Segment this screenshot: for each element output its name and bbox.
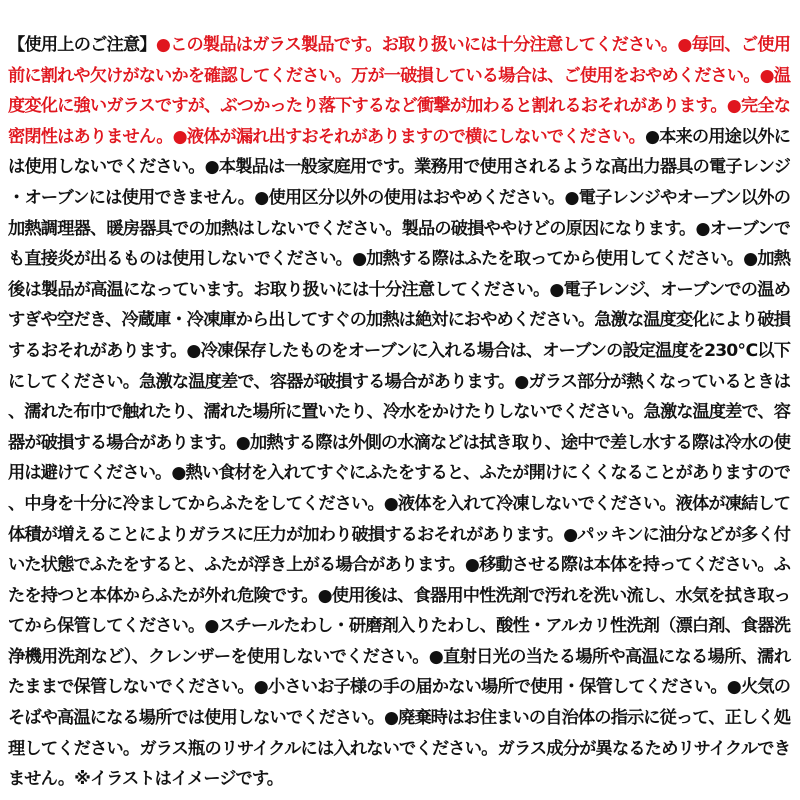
caution-item-18: ●直射日光の当たる場所や高温になる場所、濡れたままで保管しないでください。 (8, 646, 790, 698)
caution-item-11: ●加熱する際は外側の水滴などは拭き取り、途中で差し水する際は冷水の使用は避けてください。 (8, 432, 791, 484)
caution-item-21: ●廃棄時はお住まいの自治体の指示に従って、正しく処理してください。ガラス瓶のリサイクルには入れないでください。ガラス成分が異なるためリサイクルできません。※イラストはイメージです。 (8, 708, 790, 790)
caution-red-5: ●液体が漏れ出すおそれがありますので横にしないでください。 (172, 126, 645, 147)
caution-item-7: ●加熱後は製品が高温になっています。お取り扱いには十分注意してください。 (8, 249, 790, 300)
caution-item-1: ●本来の用途以外には使用しないでください。 (8, 126, 790, 178)
caution-red-4: ●完全な密閉性はありません。 (8, 96, 790, 147)
caution-item-13: ●液体を入れて冷凍しないでください。液体が凍結して体積が増えることによりガラスに圧力が加わり破損するおそれがあります。 (8, 493, 790, 545)
caution-red-2: ●毎回、ご使用前に割れや欠けがないかを確認してください。万が一破損している場合は、ご使用をおやめください。 (8, 35, 790, 86)
notice-heading: 【使用上のご注意】 (8, 35, 156, 55)
caution-item-4: ●電子レンジやオーブン以外の加熱調理器、暖房器具での加熱はしないでください。製品の破損ややけどの原因になります。 (8, 187, 790, 239)
caution-item-6: ●加熱する際はふたを取ってから使用してください。 (352, 249, 744, 270)
caution-red-3: ●温度変化に強いガラスですが、ぶつかったり落下するなど衝撃が加わると割れるおそれがあります。 (8, 65, 790, 117)
caution-item-3: ●使用区分以外の使用はおやめください。 (254, 187, 565, 208)
caution-item-17: ●スチールたわし・研磨剤入りたわし、酸性・アルカリ性洗剤（漂白剤、食器洗浄機用洗剤など）、クレンザーを使用しないでください。 (8, 616, 791, 667)
caution-item-8: ●電子レンジ、オーブンでの温めすぎや空だき、冷蔵庫・冷凍庫から出してすぐの加熱は絶対におやめください。急激な温度変化により破損するおそれがあります。 (8, 279, 790, 361)
caution-item-2: ●本製品は一般家庭用です。業務用で使用されるような高出力器具の電子レンジ・オーブンには使用できません。 (8, 157, 791, 208)
caution-item-9: ●冷凍保存したものをオーブンに入れる場合は、オーブンの設定温度を230℃以下にしてください。急激な温度差で、容器が破損する場合があります。 (8, 340, 790, 392)
caution-item-5: ●オーブンでも直接炎が出るものは使用しないでください。 (8, 218, 790, 270)
caution-item-15: ●移動させる際は本体を持ってください。ふたを持つと本体からふたが外れ危険です。 (8, 555, 790, 606)
caution-item-20: ●火気のそばや高温になる場所では使用しないでください。 (8, 677, 790, 729)
caution-item-14: ●パッキンに油分などが多く付いた状態でふたをすると、ふたが浮き上がる場合があります。 (8, 524, 791, 576)
caution-red-1: ●この製品はガラス製品です。お取り扱いには十分注意してください。 (155, 35, 678, 55)
caution-item-19: ●小さいお子様の手の届かない場所で使用・保管してください。 (253, 677, 727, 698)
caution-item-12: ●熱い食材を入れてすぐにふたをすると、ふたが開けにくくなることがありますので、中身を十分に冷ましてからふたをしてください。 (8, 463, 790, 514)
caution-item-16: ●使用後は、食器用中性洗剤で汚れを洗い流し、水気を拭き取ってから保管してください。 (8, 585, 790, 637)
caution-item-10: ●ガラス部分が熱くなっているときは、濡れた布巾で触れたり、濡れた場所に置いたり、冷水をかけたりしないでください。急激な温度差で、容器が破損する場合があります。 (8, 371, 791, 453)
